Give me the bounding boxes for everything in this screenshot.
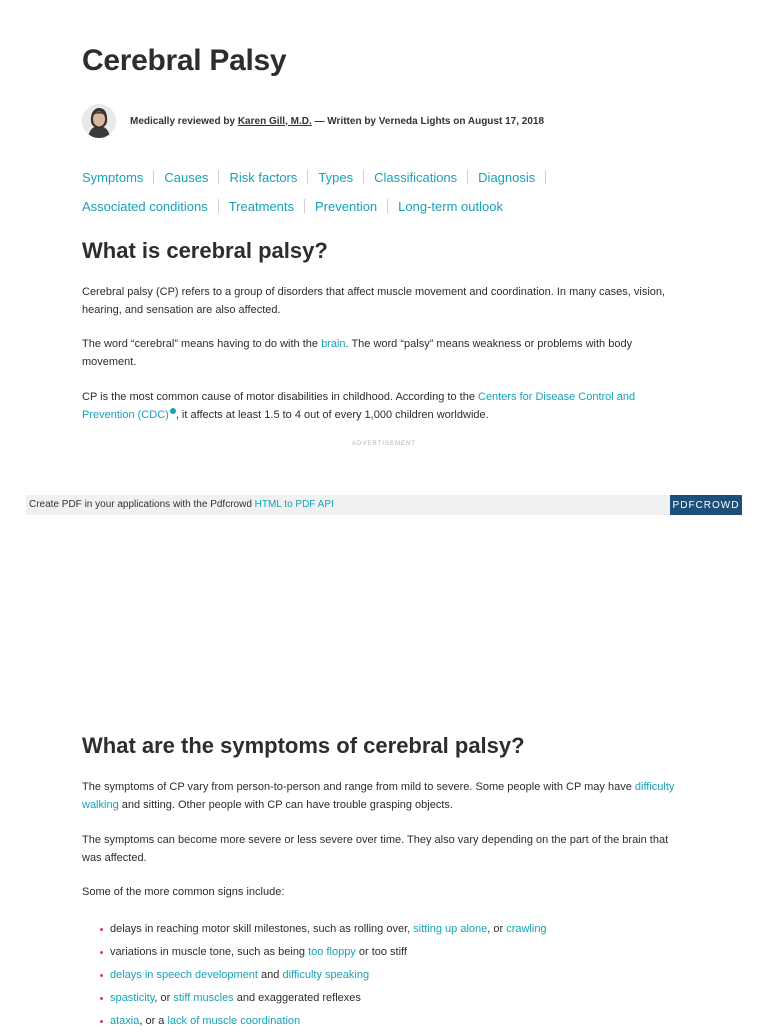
paragraph: Some of the more common signs include: [82, 886, 285, 898]
ataxia-link[interactable]: ataxia [110, 1015, 140, 1027]
symptom-list [82, 918, 702, 1033]
spasticity-link[interactable]: spasticity [110, 992, 155, 1004]
paragraph-text: and sitting. Other people with CP can have trouble grasping objects. [118, 798, 453, 811]
paragraph [82, 336, 682, 371]
toc-separator [363, 170, 364, 184]
paragraph [82, 779, 682, 814]
paragraph-text: CP is the most common cause of motor disabilities in childhood. According to the [82, 391, 478, 403]
toc-separator [304, 199, 305, 213]
list-item [82, 918, 702, 941]
list-item [82, 941, 702, 964]
paragraph: Cerebral palsy (CP) refers to a group of disorders that affect muscle movement and coordination. In many cases, vision, hearing, and sensation are also affected. [82, 286, 666, 316]
cdc-link[interactable]: Centers for Disease Control and Prevention (CDC) [82, 391, 636, 421]
toc-link-causes[interactable]: Causes [164, 170, 209, 185]
toc-link-classifications[interactable]: Classifications [374, 170, 458, 185]
paragraph-text: The word “cerebral” means having to do with the [82, 338, 322, 350]
toc-row-1 [82, 163, 692, 192]
crawling-link[interactable]: crawling [506, 923, 547, 935]
paragraph [82, 389, 682, 424]
list-item [82, 1010, 702, 1033]
toc-link-symptoms[interactable]: Symptoms [82, 170, 144, 185]
list-item-text: , or [154, 992, 174, 1004]
brain-link[interactable]: brain [321, 338, 346, 350]
toc-link-risk-factors[interactable]: Risk factors [229, 170, 298, 185]
list-item [82, 964, 702, 987]
list-item-text: , or a [139, 1015, 168, 1027]
toc-link-prevention[interactable]: Prevention [315, 199, 378, 214]
pdfcrowd-bar [26, 495, 742, 515]
list-item-text: and exaggerated reflexes [233, 992, 361, 1004]
paragraph-text: The symptoms of CP vary from person-to-person and range from mild to severe. Some people with CP may have [82, 781, 635, 793]
speech-delay-link[interactable]: delays in speech development [110, 969, 258, 981]
author-avatar [82, 104, 116, 138]
byline-text [130, 116, 544, 127]
toc-link-diagnosis[interactable]: Diagnosis [478, 170, 536, 185]
stiff-muscles-link[interactable]: stiff muscles [173, 992, 234, 1004]
table-of-contents [82, 163, 692, 221]
toc-separator [387, 199, 388, 213]
toc-link-associated-conditions[interactable]: Associated conditions [82, 199, 208, 214]
toc-link-types[interactable]: Types [318, 170, 354, 185]
too-floppy-link[interactable]: too floppy [308, 946, 356, 958]
list-item-text: or too stiff [355, 946, 407, 958]
toc-separator [153, 170, 154, 184]
toc-separator [218, 199, 219, 213]
pdfcrowd-text [29, 499, 334, 510]
list-item-text: and [257, 969, 283, 981]
list-item-text: , or [487, 923, 507, 935]
toc-separator [307, 170, 308, 184]
sitting-up-alone-link[interactable]: sitting up alone [413, 923, 488, 935]
toc-separator [218, 170, 219, 184]
list-item [82, 987, 702, 1010]
reviewer-link[interactable]: Karen Gill, M.D. [237, 115, 312, 127]
lack-of-coordination-link[interactable]: lack of muscle coordination [167, 1015, 301, 1027]
difficulty-speaking-link[interactable]: difficulty speaking [282, 969, 370, 981]
html-to-pdf-api-link[interactable]: HTML to PDF API [254, 499, 334, 510]
pdfcrowd-badge[interactable]: PDFCROWD [670, 495, 742, 515]
toc-link-treatments[interactable]: Treatments [228, 199, 295, 214]
section-heading-what-is: What is cerebral palsy? [82, 238, 328, 263]
page-title: Cerebral Palsy [82, 44, 287, 77]
pdfcrowd-text-label: Create PDF in your applications with the Pdfcrowd [29, 499, 255, 510]
toc-separator [545, 170, 546, 184]
difficulty-walking-link[interactable]: difficulty walking [82, 781, 675, 811]
byline-prefix: Medically reviewed by [130, 115, 238, 127]
toc-row-2 [82, 192, 692, 221]
list-item-text: variations in muscle tone, such as being [110, 946, 309, 958]
list-item-text: delays in reaching motor skill milestones, such as rolling over, [110, 923, 414, 935]
section-heading-symptoms: What are the symptoms of cerebral palsy? [82, 733, 525, 758]
byline-suffix: — Written by Verneda Lights on August 17, 2018 [311, 115, 545, 127]
advertisement-label: ADVERTISEMENT [352, 441, 416, 447]
paragraph-text: . The word “palsy” means weakness or problems with body movement. [82, 338, 633, 368]
paragraph-text: , it affects at least 1.5 to 4 out of every 1,000 children worldwide. [175, 408, 489, 421]
toc-separator [467, 170, 468, 184]
paragraph: The symptoms can become more severe or less severe over time. They also vary depending on the part of the brain that was affected. [82, 834, 669, 864]
byline [82, 103, 702, 139]
toc-link-long-term-outlook[interactable]: Long-term outlook [398, 199, 503, 214]
